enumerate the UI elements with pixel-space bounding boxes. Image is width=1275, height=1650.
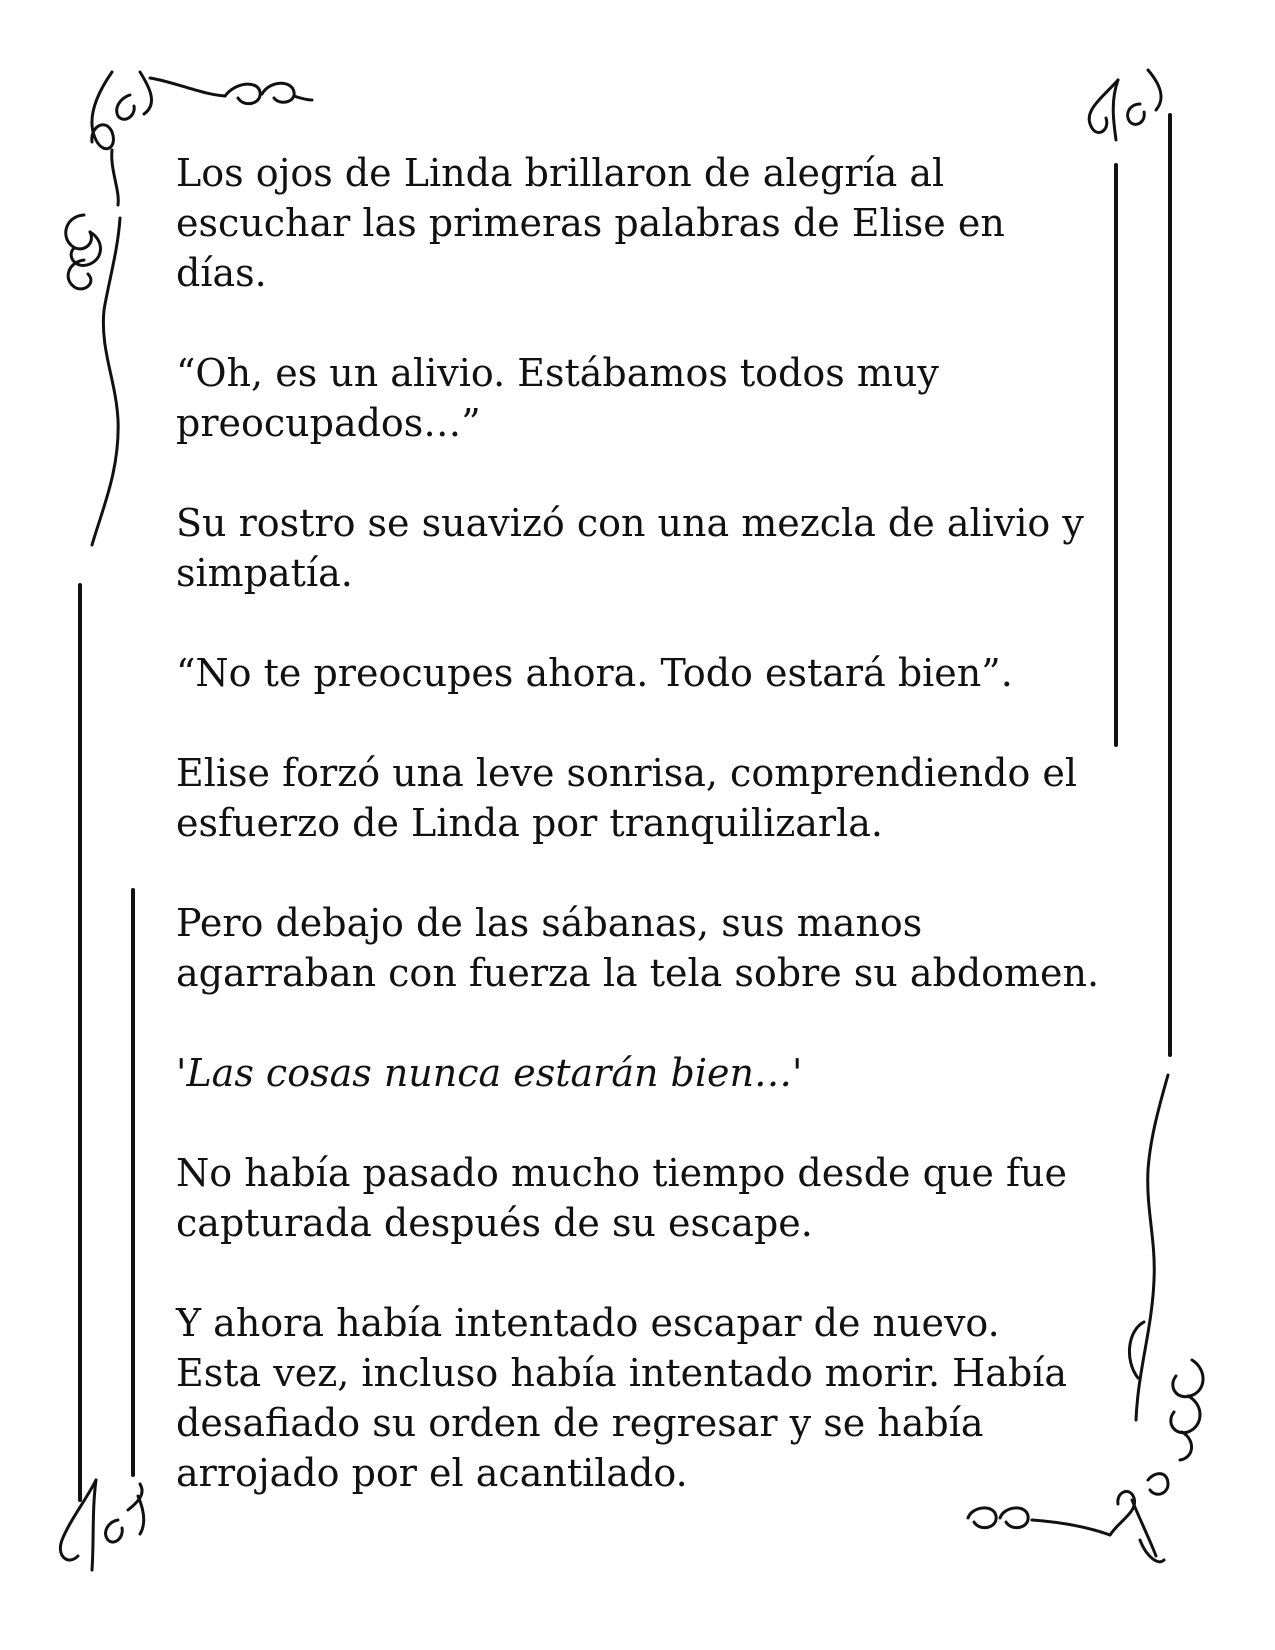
paragraph-1: Los ojos de Linda brillaron de alegría al escuchar las primeras palabras de Elise en días. xyxy=(176,151,1005,295)
paragraph-8: No había pasado mucho tiempo desde que fue capturada después de su escape. xyxy=(176,1151,1068,1245)
bottom-left-flourish-icon xyxy=(60,1480,143,1570)
paragraph-6: Pero debajo de las sábanas, sus manos agarraban con fuerza la tela sobre su abdomen. xyxy=(176,901,1100,995)
document-body xyxy=(176,148,1106,1548)
paragraph-2: “Oh, es un alivio. Estábamos todos muy preocupados…” xyxy=(176,351,939,445)
paragraph-4: “No te preocupes ahora. Todo estará bien”. xyxy=(176,651,1013,695)
top-right-flourish-icon xyxy=(1089,70,1161,140)
paragraph-3: Su rostro se suavizó con una mezcla de alivio y simpatía. xyxy=(176,501,1084,595)
top-left-flourish-icon xyxy=(92,72,312,149)
paragraph-7-inner-thought: 'Las cosas nunca estarán bien…' xyxy=(176,1051,803,1095)
left-scroll-flourish-icon xyxy=(66,150,120,545)
paragraph-5: Elise forzó una leve sonrisa, comprendiendo el esfuerzo de Linda por tranquilizarla. xyxy=(176,751,1078,845)
right-scroll-flourish-icon xyxy=(1129,1075,1203,1460)
paragraph-9: Y ahora había intentado escapar de nuevo. Esta vez, incluso había intentado morir. Había desafiado su orden de regresar y se había arrojado por el acantilado. xyxy=(176,1301,1068,1495)
